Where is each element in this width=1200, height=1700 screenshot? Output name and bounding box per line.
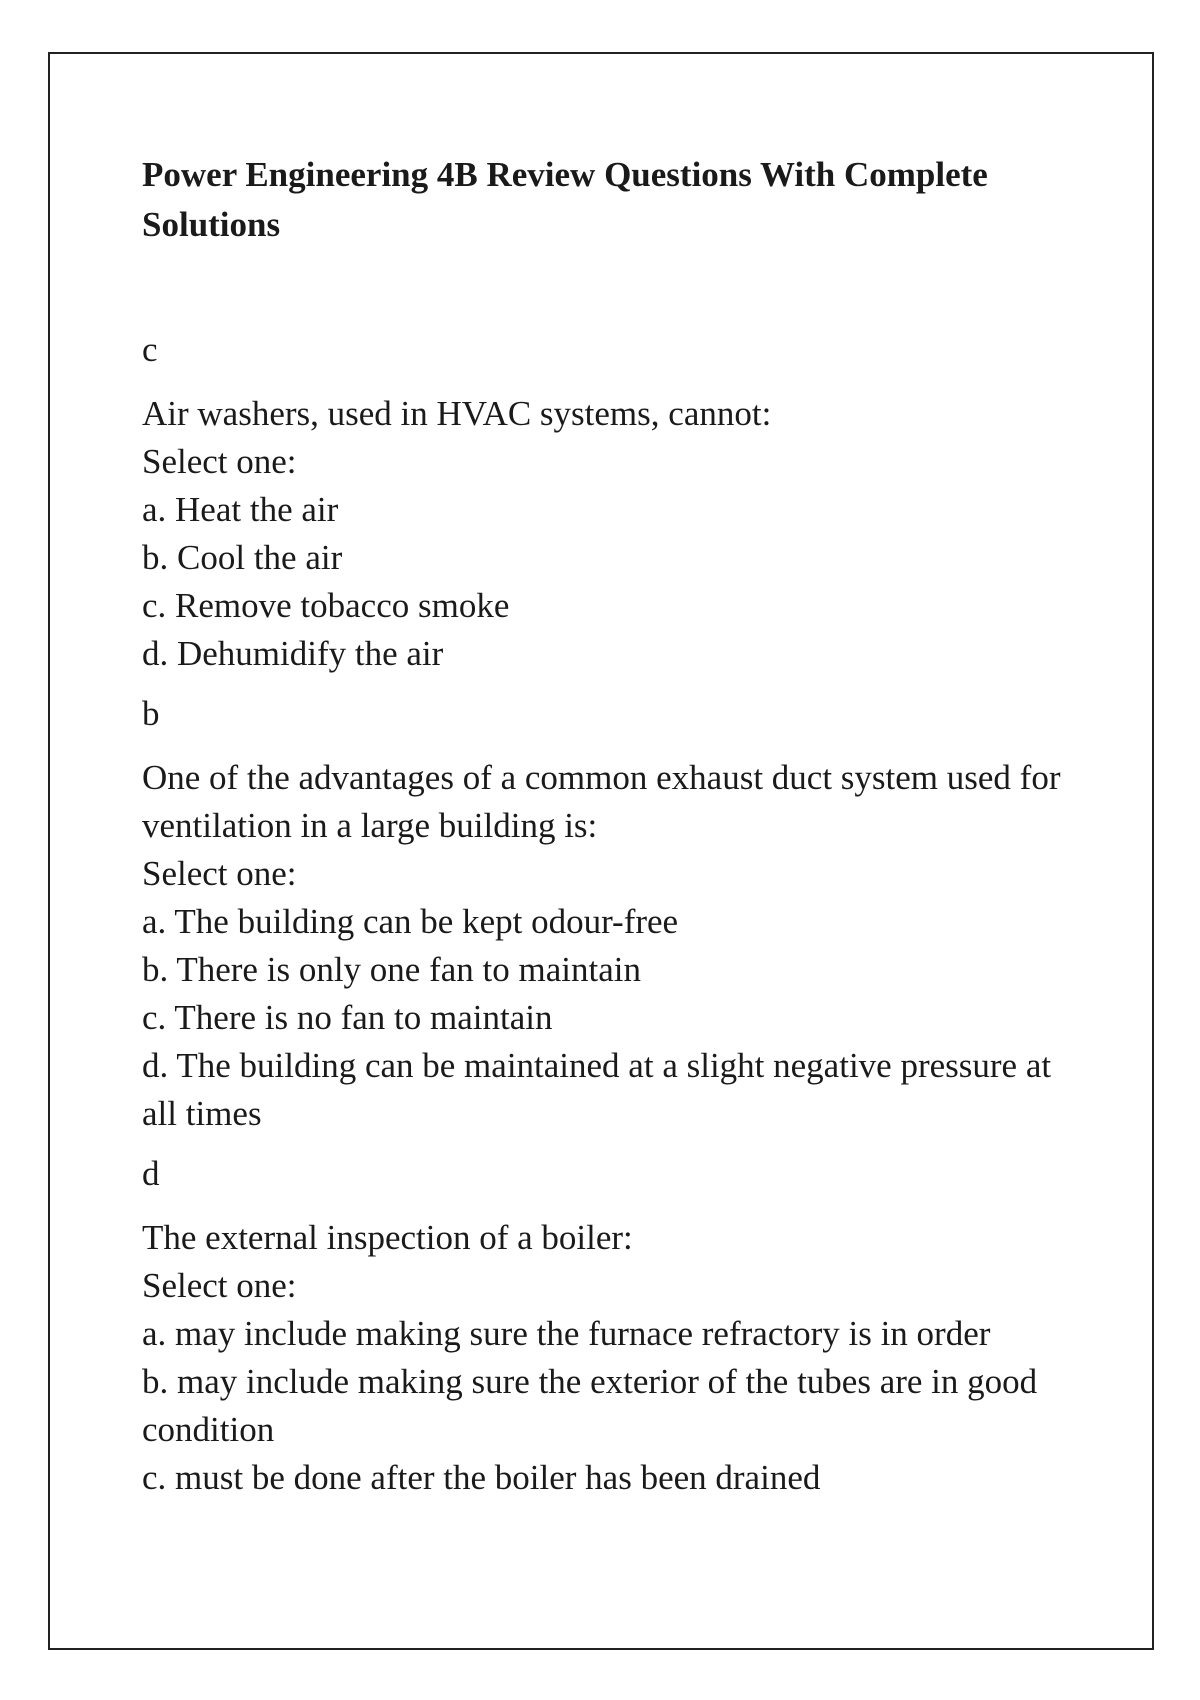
select-prompt: Select one: [142,1266,297,1305]
option-c: c. There is no fan to maintain [142,998,553,1037]
question-block [142,1214,1082,1502]
option-b: b. There is only one fan to maintain [142,950,641,989]
option-d: d. The building can be maintained at a slight negative pressure at all times [142,1046,1052,1133]
option-c: c. Remove tobacco smoke [142,586,510,625]
option-d: d. Dehumidify the air [142,634,444,673]
question-text: Air washers, used in HVAC systems, cannot: [142,394,772,433]
question-text: One of the advantages of a common exhaust duct system used for ventilation in a large building is: [142,758,1061,845]
question-text: The external inspection of a boiler: [142,1218,633,1257]
option-a: a. Heat the air [142,490,339,529]
question-block [142,754,1082,1138]
option-c: c. must be done after the boiler has been drained [142,1458,821,1497]
select-prompt: Select one: [142,442,297,481]
option-b: b. Cool the air [142,538,343,577]
select-prompt: Select one: [142,854,297,893]
option-b: b. may include making sure the exterior of the tubes are in good condition [142,1362,1038,1449]
option-a: a. The building can be kept odour-free [142,902,679,941]
answer-key: d [142,1154,160,1193]
answer-key: b [142,694,160,733]
document-content [142,150,1082,1502]
question-block [142,390,1082,678]
answer-key: c [142,330,158,369]
document-title: Power Engineering 4B Review Questions With Complete Solutions [142,155,988,244]
option-a: a. may include making sure the furnace refractory is in order [142,1314,991,1353]
